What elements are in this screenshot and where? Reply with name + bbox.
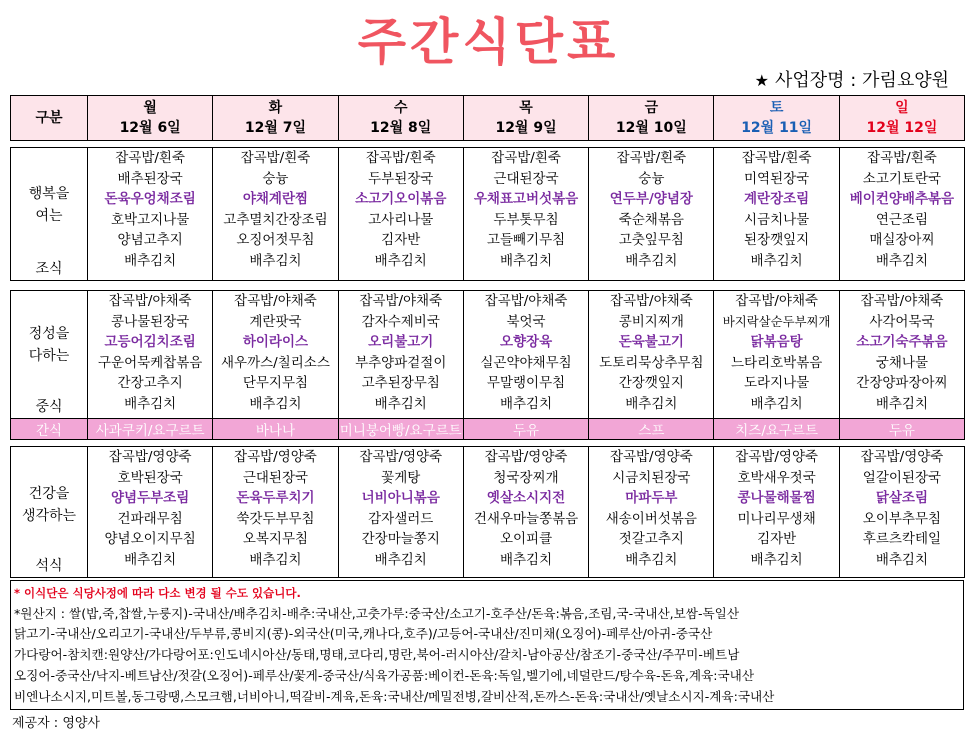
meal-label-lunch: [11, 291, 88, 419]
menu-item: 잡곡밥/흰죽: [867, 150, 937, 166]
menu-item: 연근조림: [875, 211, 929, 228]
header-gubun: 구분: [11, 96, 88, 141]
breakfast-row: [11, 148, 965, 281]
menu-item: 콩나물된장국: [111, 313, 190, 330]
menu-item: 잡곡밥/야채죽: [484, 293, 568, 309]
label-line: 다하는: [28, 348, 70, 364]
dinner-tue: [213, 447, 338, 578]
menu-item: 무말랭이무침: [486, 375, 566, 391]
menu-item: 배추김치: [875, 252, 929, 269]
menu-item: 배추김치: [374, 395, 427, 412]
menu-item-main: 우채표고버섯볶음: [473, 191, 579, 207]
menu-item: 배추김치: [374, 551, 427, 568]
menu-item: 잡곡밥/야채죽: [234, 293, 317, 309]
dinner-thu: [463, 447, 588, 578]
day-date: 12월 9일: [495, 120, 557, 136]
breakfast-tue: [213, 148, 338, 281]
menu-item: 도라지나물: [744, 375, 810, 391]
meal-name: 석식: [35, 558, 63, 574]
header-day-mon: [88, 96, 213, 141]
menu-item: 오이부추무침: [862, 510, 942, 527]
lunch-tue: [213, 291, 338, 419]
menu-item: 고사리나물: [368, 211, 434, 228]
menu-item-main: 오리불고기: [368, 334, 434, 350]
menu-item: 오징어젓무침: [236, 232, 315, 248]
dinner-row: [11, 447, 965, 578]
menu-item: 간장마늘쫑지: [361, 531, 440, 547]
label-line: 정성을: [28, 326, 70, 342]
menu-item: 잡곡밥/야채죽: [609, 293, 693, 309]
menu-item: 미역된장국: [744, 170, 810, 187]
menu-item: 계란팟국: [249, 313, 302, 330]
menu-item: 배추김치: [499, 551, 553, 568]
menu-item: 두부톳무침: [493, 211, 559, 228]
menu-item: 청국장찌개: [493, 469, 559, 486]
breakfast-wed: [338, 148, 463, 281]
snack-mon: 사과쿠키/요구르트: [88, 419, 213, 440]
menu-item-main: 소고기오이볶음: [355, 191, 447, 207]
menu-item: 구운어묵케찹볶음: [97, 354, 203, 371]
snack-row: [11, 419, 965, 440]
menu-item: 배추김치: [249, 252, 302, 269]
menu-item-main: 양념두부조림: [111, 490, 190, 506]
day-name: 목: [519, 100, 533, 116]
snack-thu: 두유: [463, 419, 588, 440]
snack-sun: 두유: [839, 419, 964, 440]
menu-item: 김자반: [757, 531, 797, 547]
menu-item: 배추김치: [875, 395, 929, 412]
snack-fri: 스프: [589, 419, 714, 440]
menu-item: 배추김치: [249, 551, 302, 568]
menu-item: 배추김치: [249, 395, 302, 412]
lunch-sun: [839, 291, 964, 419]
menu-item: 잡곡밥/흰죽: [365, 150, 436, 166]
header-day-tue: [213, 96, 338, 141]
menu-item: 배추김치: [124, 252, 177, 269]
day-date: 12월 10일: [615, 120, 687, 136]
menu-item: 단무지무침: [242, 375, 309, 391]
snack-tue: 바나나: [213, 419, 338, 440]
menu-item: 두부된장국: [368, 170, 434, 187]
menu-item: 숭늉: [638, 170, 665, 187]
menu-item-main: 소고기숙주볶음: [856, 334, 948, 350]
day-name: 일: [895, 100, 909, 116]
menu-item: 쑥갓두부무침: [236, 510, 315, 527]
origin-line: 오징어-중국산/낙지-베트남산/젓갈(오징어)-페루산/꽃게-중국산/식육가공품:베이컨-돈육:독일,벨기에,네덜란드/탕수육-돈육,계육:국내산: [14, 667, 754, 683]
menu-item: 새우까스/칠리소스: [221, 354, 330, 371]
menu-item: 배추김치: [875, 551, 929, 568]
menu-item: 잡곡밥/야채죽: [735, 293, 819, 309]
menu-item: 배추김치: [625, 395, 678, 412]
origin-line: 비엔나소시지,미트볼,동그랑땡,스모크햄,너비아니,떡갈비-계육,돈육:국내산/메밀전병,갈비산적,돈까스-돈육:국내산/옛날소시지-계육:국내산: [14, 688, 775, 704]
day-name: 수: [393, 100, 408, 116]
meal-label-breakfast: [11, 148, 88, 281]
menu-item: 잡곡밥/야채죽: [108, 293, 192, 309]
lunch-sat: [714, 291, 839, 419]
menu-item: 고들빼기무침: [486, 232, 566, 248]
menu-item: 고추된장무침: [361, 375, 440, 391]
menu-item: 잡곡밥/야채죽: [860, 293, 944, 309]
menu-item: 사각어묵국: [869, 313, 935, 330]
label-line: 생각하는: [21, 508, 77, 524]
menu-item: 배추김치: [625, 252, 678, 269]
dinner-sun: [839, 447, 964, 578]
meal-label-dinner: [11, 447, 88, 578]
menu-item: 소고기토란국: [862, 170, 942, 187]
breakfast-sun: [839, 148, 964, 281]
header-table: [10, 95, 965, 141]
menu-item: 배추된장국: [117, 170, 183, 187]
menu-item: 매실장아찌: [869, 232, 935, 248]
menu-item-main: 베이컨양배추볶음: [849, 191, 955, 207]
menu-item: 잡곡밥/영양죽: [234, 449, 317, 465]
menu-item: 숭늉: [262, 170, 289, 187]
dinner-mon: [88, 447, 213, 578]
menu-item: 잡곡밥/영양죽: [108, 449, 192, 465]
menu-item: 잡곡밥/흰죽: [115, 150, 186, 166]
menu-item: 바지락살순두부찌개: [722, 313, 831, 329]
menu-item-main: 야채계란찜: [242, 191, 309, 207]
header-day-thu: [463, 96, 588, 141]
menu-item-main: 마파두부: [625, 490, 678, 506]
breakfast-fri: [589, 148, 714, 281]
menu-item: 건파래무침: [117, 510, 183, 527]
menu-item: 배추김치: [750, 252, 803, 269]
menu-item: 양념오이지무침: [104, 531, 196, 547]
menu-item: 호박새우젓국: [737, 469, 816, 486]
menu-item: 간장양파장아찌: [856, 375, 948, 391]
menu-item: 김자반: [381, 232, 421, 248]
menu-item: 잡곡밥/흰죽: [741, 150, 812, 166]
menu-item: 감자수제비국: [361, 313, 440, 330]
menu-item-main: 고등어김치조림: [104, 334, 196, 350]
menu-item: 배추김치: [374, 252, 427, 269]
day-name: 화: [268, 100, 283, 116]
menu-item: 콩비지찌개: [618, 313, 684, 330]
snack-wed: 미니붕어빵/요구르트: [338, 419, 463, 440]
menu-item: 고춧잎무침: [618, 232, 684, 248]
header-day-sat: [714, 96, 839, 141]
day-date: 12월 6일: [119, 120, 181, 136]
menu-item: 젓갈고추지: [618, 531, 684, 547]
label-line: 행복을: [28, 186, 70, 202]
menu-item: 감자샐러드: [368, 510, 434, 527]
menu-item: 배추김치: [124, 551, 177, 568]
meal-name: 조식: [35, 261, 63, 277]
menu-item: 죽순채볶음: [618, 211, 684, 228]
lunch-row: [11, 291, 965, 419]
menu-item: 배추김치: [750, 395, 803, 412]
lunch-wed: [338, 291, 463, 419]
dinner-wed: [338, 447, 463, 578]
day-name: 월: [143, 100, 157, 116]
menu-item-main: 돈육두루치기: [236, 490, 315, 506]
menu-item-main: 돈육불고기: [618, 334, 684, 350]
page-title: 주간식단표: [357, 13, 620, 71]
menu-item: 잡곡밥/영양죽: [735, 449, 819, 465]
menu-item: 양념고추지: [117, 232, 183, 248]
origin-line: 가다랑어-참치캔:원양산/가다랑어포:인도네시아산/동태,명태,코다리,명란,북어-러시아산/갈치-남아공산/참조기-중국산/주꾸미-베트남: [14, 647, 740, 663]
menu-item: 잡곡밥/영양죽: [484, 449, 568, 465]
menu-item: 부추양파겉절이: [355, 354, 447, 371]
menu-item-main: 계란장조림: [744, 191, 810, 207]
lunch-table: [10, 290, 965, 440]
menu-item: 새송이버섯볶음: [605, 510, 697, 527]
menu-item: 얼갈이된장국: [862, 469, 942, 486]
meal-name: 중식: [35, 399, 63, 415]
origin-line: 닭고기-국내산/오리고기-국내산/두부류,콩비지(콩)-외국산(미국,캐나다,호주)/고등어-국내산/진미채(오징어)-페루산/아귀-중국산: [14, 626, 713, 642]
menu-item: 도토리묵상추무침: [599, 354, 704, 371]
menu-item: 잡곡밥/영양죽: [359, 449, 443, 465]
menu-item-main: 연두부/양념장: [609, 191, 693, 207]
menu-item-main: 너비아니볶음: [361, 490, 440, 506]
menu-item-main: 오향장육: [499, 334, 553, 350]
notes-warning: * 이식단은 식당사정에 따라 다소 변경 될 수도 있습니다.: [14, 586, 301, 600]
dinner-sat: [714, 447, 839, 578]
day-name: 금: [644, 100, 659, 116]
menu-item: 배추김치: [625, 551, 678, 568]
menu-item: 호박고지나물: [111, 211, 190, 228]
snack-label: 간식: [11, 419, 88, 440]
menu-item: 간장고추지: [117, 375, 183, 391]
snack-sat: 치즈/요구르트: [714, 419, 839, 440]
menu-item: 실곤약야채무침: [480, 354, 572, 371]
lunch-thu: [463, 291, 588, 419]
menu-item: 배추김치: [124, 395, 177, 412]
menu-item: 간장깻잎지: [618, 375, 684, 391]
menu-item: 꽃게탕: [381, 469, 421, 486]
dinner-fri: [589, 447, 714, 578]
menu-item: 고추멸치간장조림: [223, 211, 328, 228]
menu-item-main: 콩나물해물찜: [737, 490, 816, 506]
menu-item: 잡곡밥/영양죽: [860, 449, 944, 465]
menu-item: 건새우마늘쫑볶음: [473, 510, 579, 527]
menu-item: 잡곡밥/흰죽: [491, 150, 561, 166]
header-day-fri: [589, 96, 714, 141]
menu-item-main: 하이라이스: [242, 334, 309, 350]
breakfast-sat: [714, 148, 839, 281]
breakfast-table: [10, 147, 965, 281]
menu-item-main: 닭살조림: [875, 490, 929, 506]
menu-item-main: 돈육우엉채조림: [104, 191, 196, 207]
day-name: 토: [769, 100, 784, 116]
menu-item: 시금치나물: [744, 211, 810, 228]
menu-item: 잡곡밥/영양죽: [609, 449, 693, 465]
menu-item: 오복지무침: [242, 531, 309, 547]
breakfast-mon: [88, 148, 213, 281]
day-date: 12월 11일: [741, 120, 813, 136]
menu-item: 오이피클: [499, 531, 553, 547]
day-date: 12월 12일: [866, 120, 938, 136]
dinner-table: [10, 446, 965, 578]
menu-item-main: 옛살소시지전: [486, 490, 566, 506]
menu-item: 느타리호박볶음: [730, 354, 823, 371]
label-line: 여는: [35, 208, 63, 224]
star-icon: ★: [754, 71, 769, 90]
label-line: 건강을: [28, 486, 70, 502]
day-date: 12월 8일: [370, 120, 432, 136]
provider: 제공자 : 영양사: [12, 716, 100, 731]
menu-item: 후르츠칵테일: [862, 531, 942, 547]
menu-item: 북엇국: [506, 313, 546, 330]
menu-item: 잡곡밥/흰죽: [616, 150, 687, 166]
menu-item: 미나리무생채: [737, 510, 816, 527]
lunch-fri: [589, 291, 714, 419]
menu-item-main: 닭볶음탕: [750, 334, 803, 350]
business-name: [755, 66, 949, 92]
header-day-sun: [839, 96, 964, 141]
day-date: 12월 7일: [244, 120, 307, 136]
menu-item: 근대된장국: [242, 469, 309, 486]
menu-item: 배추김치: [750, 551, 803, 568]
menu-item: 호박된장국: [117, 469, 183, 486]
header-row: [11, 96, 965, 141]
menu-item: 잡곡밥/야채죽: [359, 293, 443, 309]
menu-item: 근대된장국: [493, 170, 559, 187]
breakfast-thu: [463, 148, 588, 281]
notes-box: [10, 580, 964, 710]
business-name-text: 사업장명 : 가림요양원: [775, 70, 949, 91]
menu-item: 배추김치: [499, 252, 553, 269]
menu-item: 시금치된장국: [612, 469, 691, 486]
lunch-mon: [88, 291, 213, 419]
origin-line: *원산지 : 쌀(밥,죽,찹쌀,누룽지)-국내산/배추김치-배추:국내산,고춧가루:중국산/소고기-호주산/돈육:볶음,조림,국-국내산,보쌈-독일산: [14, 605, 740, 621]
menu-item: 된장깻잎지: [744, 232, 810, 248]
menu-item: 배추김치: [499, 395, 553, 412]
header-day-wed: [338, 96, 463, 141]
menu-item: 잡곡밥/흰죽: [240, 150, 311, 166]
menu-item: 궁채나물: [875, 354, 929, 371]
